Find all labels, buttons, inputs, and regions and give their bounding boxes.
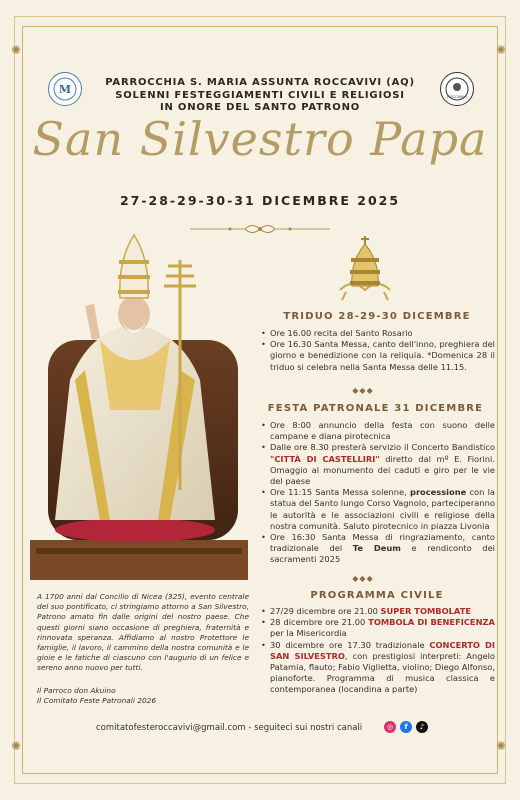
corner-ornament-icon: ✺	[496, 43, 507, 57]
parish-seal-icon	[48, 72, 82, 106]
svg-text:ROCCAVIVI: ROCCAVIVI	[447, 95, 467, 99]
facebook-icon[interactable]: f	[400, 721, 412, 733]
festival-dates: 27-28-29-30-31 DICEMBRE 2025	[119, 193, 401, 208]
list-item: • Ore 16.30 Santa Messa, canto dell'inno, preghiera del giorno e benedizione con la reliquia. *Domenica 28 il triduo si celebra nella Santa Messa delle 11.15.	[270, 339, 495, 373]
header-line-2: SOLENNI FESTEGGIAMENTI CIVILI E RELIGIOSI	[115, 89, 405, 101]
comitato-seal-icon	[440, 72, 474, 106]
list-item: • Ore 8:00 annuncio della festa con suono delle campane e diana pirotecnica	[270, 420, 495, 442]
signature-block	[37, 686, 249, 706]
list-item: • Ore 16.00 recita del Santo Rosario	[270, 328, 495, 339]
list-item: • 30 dicembre ore 17.30 tradizionale CONCERTO DI SAN SILVESTRO, con prestigiosi interpreti: Angelo Patamia, flauto; Fabio Viglietta, violino; Diego Alfonso, pianoforte. Programma di musica classica e contemporanea (locandina a parte)	[270, 640, 495, 696]
tiktok-icon[interactable]: ♪	[416, 721, 428, 733]
san-silvestro-statue-image	[30, 230, 248, 580]
civile-title: PROGRAMMA CIVILE	[310, 590, 444, 601]
corner-ornament-icon: ✺	[11, 739, 22, 753]
dedication-text: A 1700 anni dal Concilio di Nicea (325), evento centrale del suo pontificato, ci stringiamo attorno a San Silvestro, Patrono amato fin dalle origini del nostro paese. Che questi giorni siano occasione di preghiera, fraternità e rinnovata speranza. Affidiamo al nostro Protettore le famiglie, il lavoro, il cammino della nostra comunità e le gioie e le fatiche di ciascuno con l'augurio di un felice e sereno anno nuovo per tutti.	[37, 592, 249, 673]
list-item: • Ore 11:15 Santa Messa solenne, processione con la statua del Santo lungo Corso Vagnolo, parteciperanno le autorità e le associazioni civili e religiose della nostra comunità. Saluto pirotecnico in piazza Livonia	[270, 487, 495, 532]
papal-tiara-icon	[332, 234, 398, 302]
festa-list	[260, 420, 495, 566]
section-divider: ◆◆◆	[352, 574, 374, 583]
list-item: • 28 dicembre ore 21.00 TOMBOLA DI BENEFICENZA per la Misericordia	[270, 617, 495, 639]
list-item: • 27/29 dicembre ore 21.00 SUPER TOMBOLATE	[270, 606, 495, 617]
svg-text:M: M	[58, 83, 72, 96]
corner-ornament-icon: ✺	[496, 739, 507, 753]
header-text	[90, 77, 430, 115]
header-line-3: IN ONORE DEL SANTO PATRONO	[159, 102, 361, 113]
page-title: San Silvestro Papa	[32, 112, 488, 166]
footer-contact: comitatofesteroccavivi@gmail.com - seguiteci sui nostri canali	[96, 723, 363, 733]
festa-title: FESTA PATRONALE 31 DICEMBRE	[267, 403, 484, 414]
instagram-icon[interactable]: ◎	[384, 721, 396, 733]
signature-comitato: Il Comitato Feste Patronali 2026	[37, 696, 157, 706]
list-item: • Dalle ore 8.30 presterà servizio il Concerto Bandistico "CITTÀ DI CASTELLIRI" diretto dal mº E. Fiorini. Omaggio al monumento dei caduti e giro per le vie del paese	[270, 442, 495, 487]
section-divider: ◆◆◆	[352, 386, 374, 395]
corner-ornament-icon: ✺	[11, 43, 22, 57]
triduo-title: TRIDUO 28-29-30 DICEMBRE	[283, 311, 471, 322]
list-item: • Ore 16:30 Santa Messa di ringraziamento, canto tradizionale del Te Deum e rendiconto dei sacramenti 2025	[270, 532, 495, 566]
civile-list	[260, 606, 495, 696]
signature-parroco: Il Parroco don Akuino	[37, 686, 116, 695]
header-line-1: PARROCCHIA S. MARIA ASSUNTA ROCCAVIVI (AQ)	[105, 77, 415, 88]
triduo-list	[260, 328, 495, 373]
